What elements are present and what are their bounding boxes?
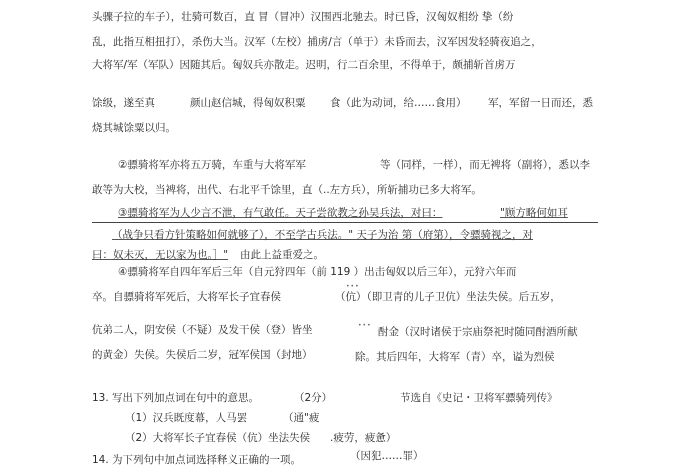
text-line: 除。其后四年，大将军（青）卒，谥为烈侯 [355, 351, 555, 363]
text-line: 伉弟二人，阴安侯（不疑）及发干侯（登）皆坐 [92, 324, 313, 336]
text-line: （因犯……罪） [350, 450, 424, 462]
text-line: 酎金（汉时诸侯于宗庙祭祀时随同酎酒所献 [378, 326, 578, 338]
text-line: （战争只看方针策略如何就够了），不至学古兵法。" 天子为治 第（府第），令骠骑视之，对 [112, 229, 534, 241]
text-line: 由此上益重爱之。 [240, 249, 324, 261]
text-line: ③骠骑将军为人少言不泄，有气敢任。天子尝欲教之孙吴兵法，对曰： [118, 207, 443, 219]
text-line: （通"疲 [283, 412, 320, 424]
text-line: 食（此为动词，给……食用） [330, 97, 467, 109]
text-line: 颜山赵信城，得匈奴积粟 [190, 97, 306, 109]
text-line: 敢等为大校，当裨将，出代、右北平千馀里，直（..左方兵），所斩捕功已多大将军。 [92, 184, 482, 196]
text-line: 军，军留一日而还，悉 [488, 97, 593, 109]
emphasis-dots: ••• [358, 322, 372, 329]
text-line: 等（同样，一样），而无裨将（副将），悉以李 [380, 159, 590, 171]
text-line: "顾方略何如耳 [500, 207, 568, 219]
text-line: .疲劳，疲惫） [330, 432, 397, 444]
text-line: （伉）（即卫青的儿子卫伉）坐法失侯。后五岁， [335, 291, 561, 303]
sub-question-2: （2）大将军长子宜春侯（伉）坐法失侯 [125, 432, 311, 444]
text-line: 乱，此指互相扭打），杀伤大当。汉军（左校）捕虏/言（单于）未昏而去，汉军因发轻骑夜追之， [92, 36, 542, 48]
underline-rule [92, 222, 598, 223]
question-13: 13. 写出下列加点词在句中的意思。 [92, 392, 260, 404]
text-line: 头骤子拉的车子），壮骑可数百，直 冒（冒冲）汉围西北驰去。时已昏，汉匈奴相纷 挚（纷 [92, 11, 514, 23]
score-label: （2分） [294, 392, 333, 404]
text-line: 烧其城馀粟以归。 [92, 122, 176, 134]
text-line: 卒。自骠骑将军死后，大将军长子宜春侯 [92, 291, 281, 303]
text-line: ②骠骑将军亦将五万骑，车重与大将军军 [118, 159, 306, 171]
text-line: ④骠骑将军自四年军后三年（自元狩四年（前 119 ）出击匈奴以后三年），元狩六年而 [118, 266, 517, 278]
source-citation: 节选自《史记・卫将军骠骑列传》 [400, 392, 558, 404]
sub-question-1: （1）汉兵既度幕，人马罢 [125, 412, 248, 424]
text-line: 大将军/军（军队）因随其后。匈奴兵亦散走。迟明，行二百余里，不得单于，颇捕斩首虏万 [92, 59, 516, 71]
text-line: 馀级，遂至真 [92, 97, 155, 109]
question-14: 14. 为下列句中加点词选择释义正确的一项。 [92, 454, 302, 466]
text-line: 的黄金）失侯。失侯后二岁，冠军侯国（封地） [92, 349, 313, 361]
emphasis-dots: ••• [346, 283, 360, 290]
text-line: 曰：奴未灭，无以家为也。］" [92, 249, 229, 261]
